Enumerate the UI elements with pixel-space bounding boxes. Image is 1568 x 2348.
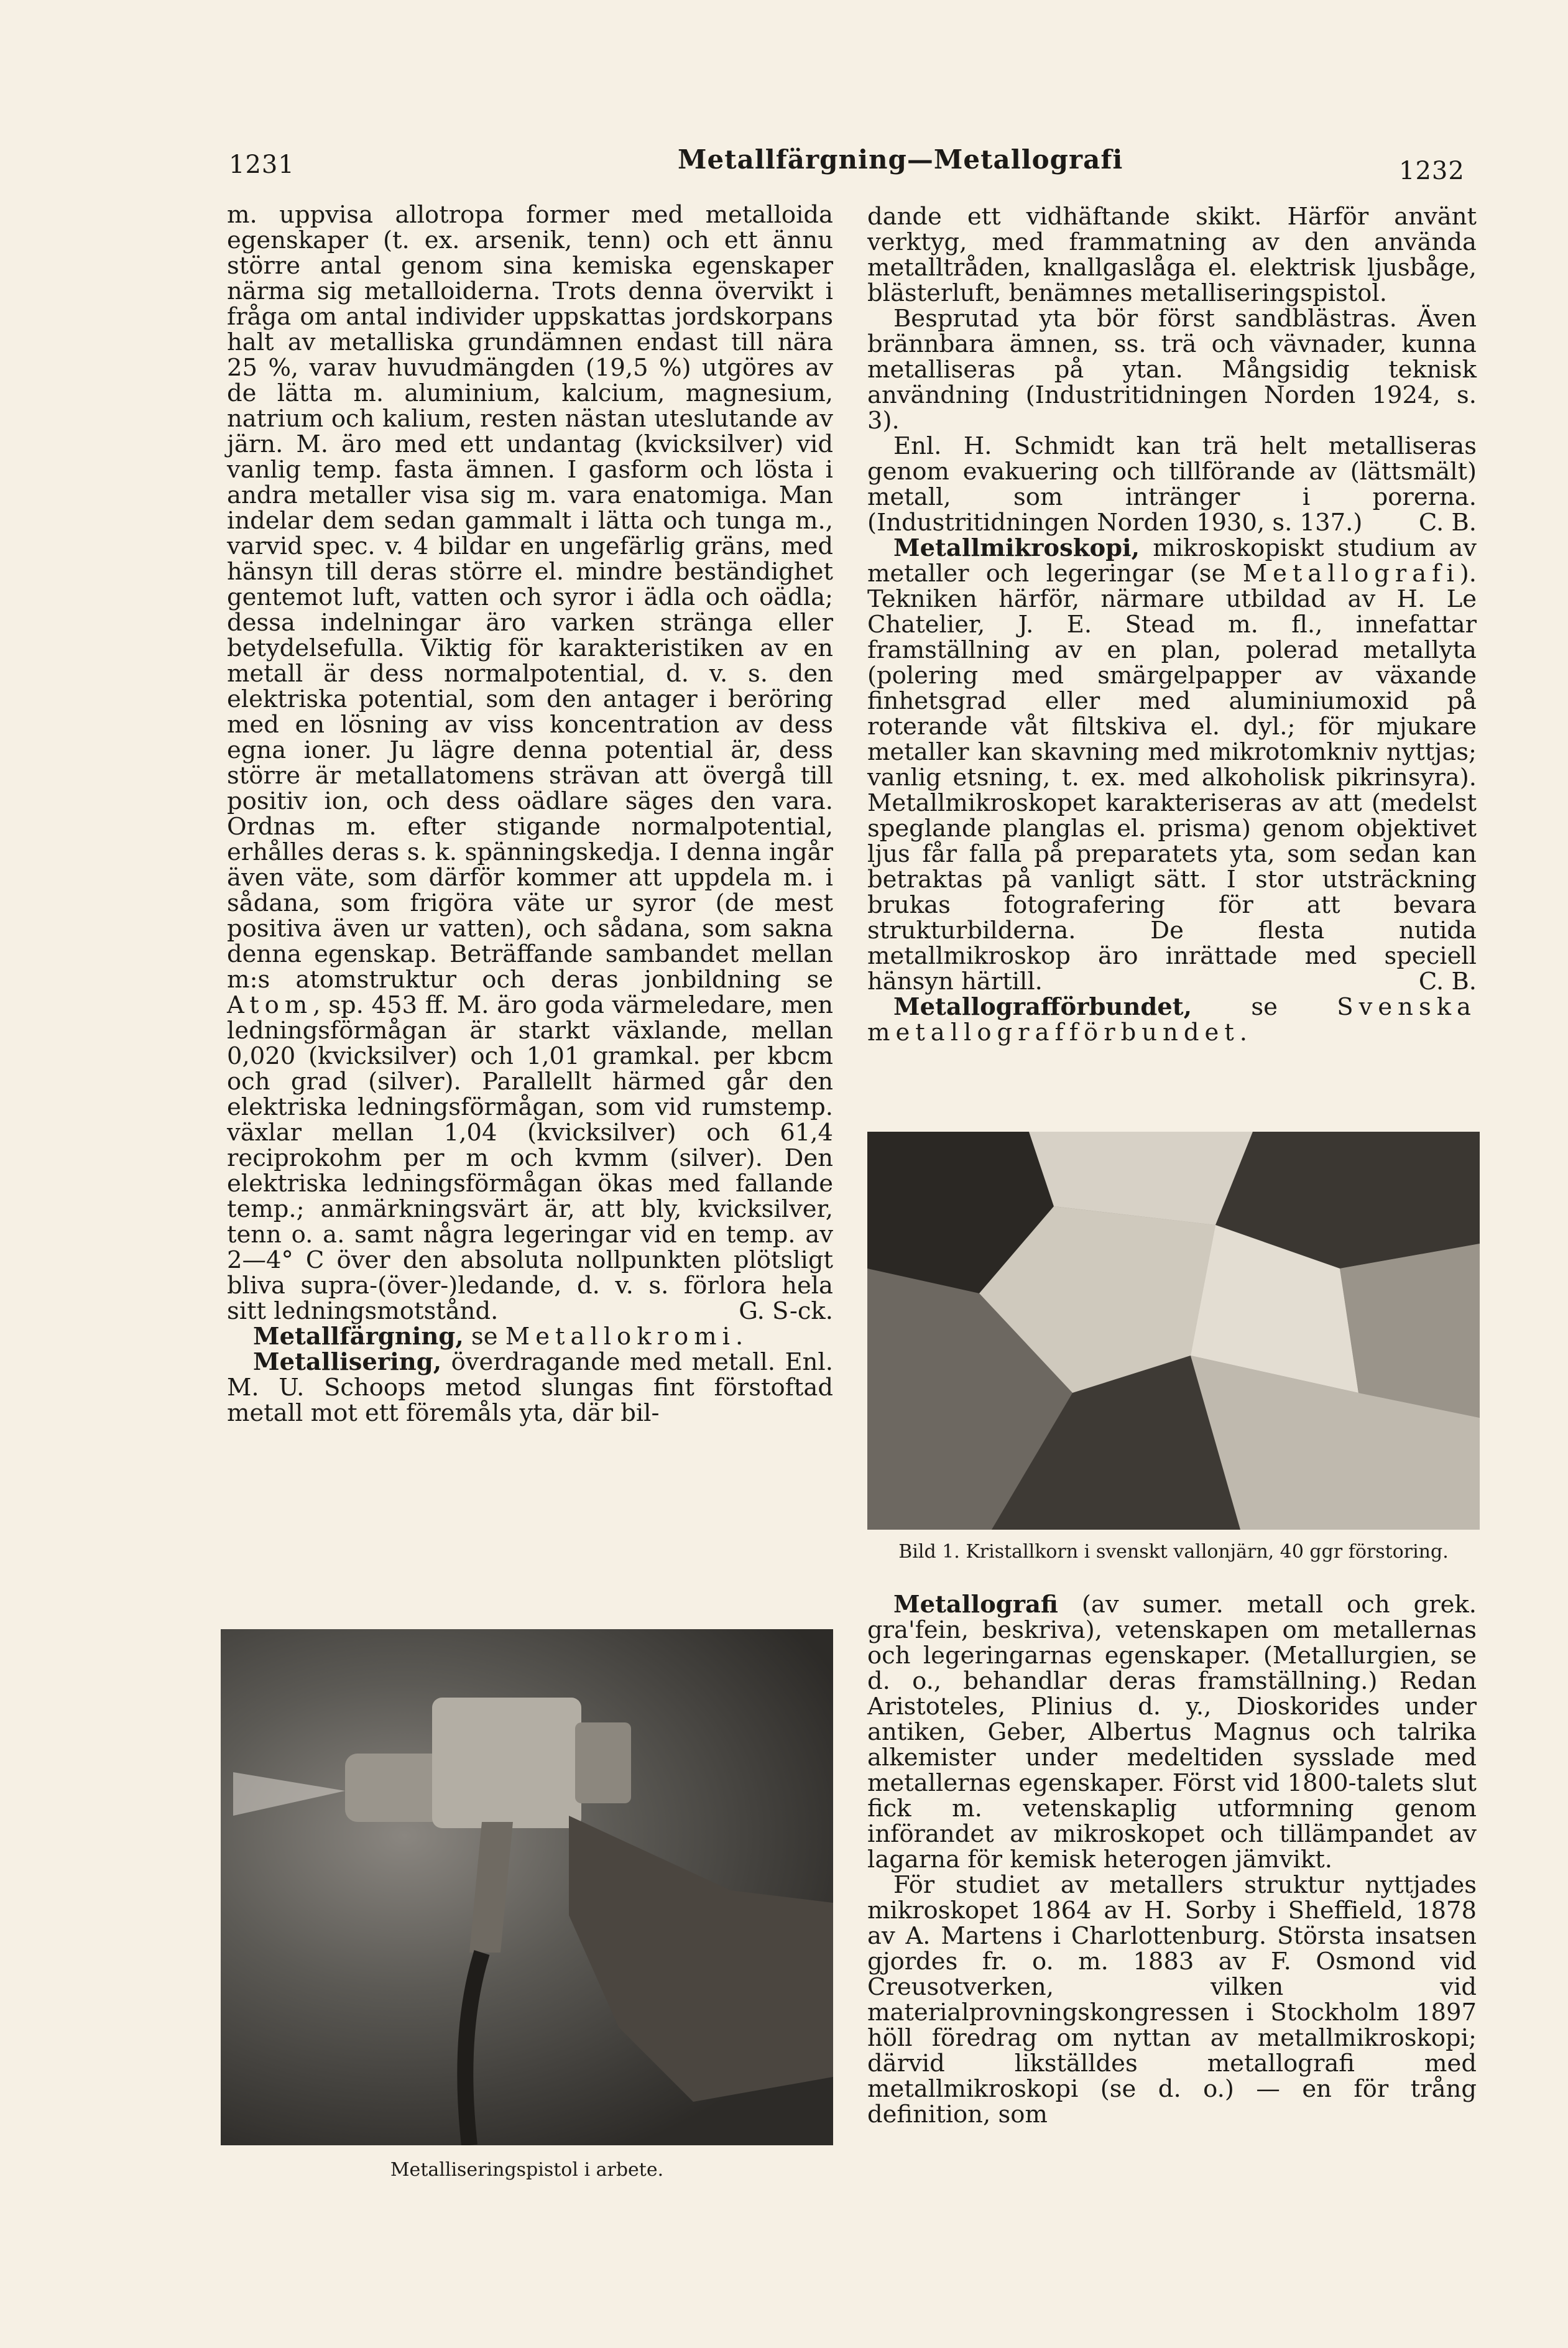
entry-text-cont: ). Tekniken härför, närmare utbildad av H. Le Chatelier, J. E. Stead m. fl., innefattar framställning av en plan, polerad metallyta (polering med smärgelpapper av växande finhetsgrad eller med aluminiumoxid på roterande våt filtskiva el. dyl.; för mjukare metaller kan skavning med mikrotomkniv nyttjas; vanlig etsning, t. ex. med alkoholisk pikrinsyra). Metallmikroskopet karakteriseras av att (medelst speglande planglas el. prisma) genom objektivet ljus får falla på preparatets yta, som sedan kan betraktas på vanligt sätt. I stor utsträckning brukas fotografering för att bevara strukturbilderna. De flesta nutida metallmikroskop äro inrättade med speciell hänsyn härtill.	[867, 560, 1477, 996]
right-column-lower	[867, 1592, 1477, 2127]
entry-term: Metallmikroskopi,	[893, 534, 1140, 562]
see-word: se	[471, 1323, 498, 1351]
entry-text: överdragande med metall. Enl. M. U. Schoops metod slungas fint förstoftad metall mot ett föremåls yta, där bil-	[227, 1348, 833, 1427]
entry-term: Metallfärgning,	[253, 1323, 464, 1351]
spray-gun-illustration	[221, 1629, 833, 2145]
entry-term: Metallisering,	[253, 1348, 442, 1376]
metallografi-p2: För studiet av metallers struktur nyttjades mikroskopet 1864 av H. Sorby i Sheffield, 1878 av A. Martens i Charlottenburg. Största insatsen gjordes fr. o. m. 1883 av F. Osmond vid Creusotverken, vilken vid materialprovningskongressen i Stockholm 1897 höll föredrag om nyttan av metallmikroskopi; därvid likställdes metallografi med metallmikroskopi (se d. o.) — en för trång definition, som	[867, 1871, 1477, 2128]
metallisering-p3	[867, 433, 1477, 535]
metallisering-cont: dande ett vidhäftande skikt. Härför använt verktyg, med frammatning av den använda metalltråden, knallgaslåga el. elektrisk ljusbåge, blästerluft, benämnes metalliseringspistol.	[867, 203, 1477, 307]
entry-term: Metallografi	[893, 1591, 1058, 1619]
metallisering-p2: Besprutad yta bör först sandblästras. Även brännbara ämnen, ss. trä och vävnader, kunna metalliseras på ytan. Mångsidig teknisk användning (Industritidningen Norden 1924, s. 3).	[867, 305, 1477, 435]
cross-reference: Metallografi	[1242, 560, 1460, 588]
cross-reference: Atom	[227, 991, 313, 1019]
crystal-grain-illustration	[867, 1132, 1480, 1530]
entry-metallografi	[867, 1592, 1477, 1872]
left-column	[227, 202, 833, 1426]
entry-metallografforbundet	[867, 994, 1477, 1045]
author-signature: C. B.	[1418, 509, 1477, 537]
cross-reference: Metallokromi.	[505, 1323, 749, 1351]
right-column	[867, 204, 1477, 1045]
spray-gun-photo	[221, 1629, 833, 2145]
cross-reference: Svenska metallografförbundet.	[867, 993, 1477, 1047]
entry-term: Metallografförbundet,	[893, 993, 1192, 1021]
micrograph-caption: Bild 1. Kristallkorn i svenskt vallonjärn, 40 ggr förstoring.	[898, 1541, 1449, 1563]
metallisering-p3-text: Enl. H. Schmidt kan trä helt metalliseras genom evakuering och tillförande av (lättsmält) metall, som intränger i porerna. (Industritidningen Norden 1930, s. 137.)	[867, 432, 1477, 537]
entry-metallfargning	[227, 1324, 833, 1349]
running-head: Metallfärgning—Metallografi	[678, 144, 1123, 175]
author-signature: G. S-ck.	[739, 1297, 833, 1325]
metall-text: m. uppvisa allotropa former med metalloida egenskaper (t. ex. arsenik, tenn) och ett ännu större antal genom sina kemiska egenskaper närma sig metalloiderna. Trots denna övervikt i fråga om antal individer uppskattas jordskorpans halt av metalliska grundämnen endast till nära 25 %, varav huvudmängden (19,5 %) utgöres av de lätta m. aluminium, kalcium, magnesium, natrium och kalium, resten nästan uteslutande av järn. M. äro med ett undantag (kvicksilver) vid vanlig temp. fasta ämnen. I gasform och lösta i andra metaller visa sig m. vara enatomiga. Man indelar dem sedan gammalt i lätta och tunga m., varvid spec. v. 4 bildar en ungefärlig gräns, med hänsyn till deras större el. mindre beständighet gentemot luft, vatten och syror i ädla och oädla; dessa indelningar äro varken stränga eller betydelsefulla. Viktig för karakteristiken av en metall är dess normalpotential, d. v. s. den elektriska potential, som den antager i beröring med en lösning av viss koncentration av dess egna ioner. Ju lägre denna potential är, dess större är metallatomens strävan att övergå till positiv ion, och dess oädlare säges den vara. Ordnas m. efter stigande normalpotential, erhålles deras s. k. spänningskedja. I denna ingår även väte, som därför kommer att uppdela m. i sådana, som frigöra väte ur syror (de mest positiva även ur vatten), och sådana, som sakna denna egenskap. Beträffande sambandet mellan m:s atomstruktur och deras jonbildning se	[227, 201, 833, 994]
entry-text: mikroskopiskt studium av metaller och legeringar (se	[867, 534, 1477, 588]
spray-photo-caption: Metalliseringspistol i arbete.	[390, 2159, 664, 2181]
entry-metallisering	[227, 1349, 833, 1426]
metall-article-end	[227, 202, 833, 1324]
page-number-right: 1232	[1399, 157, 1465, 185]
entry-metallmikroskopi	[867, 535, 1477, 994]
micrograph-photo	[867, 1132, 1480, 1530]
see-word: se	[1251, 993, 1278, 1021]
entry-text: (av sumer. metall och grek. gra'fein, beskriva), vetenskapen om metallernas och legeringarnas egenskaper. (Metallurgien, se d. o., behandlar deras framställning.) Redan Aristoteles, Plinius d. y., Dioskorides under antiken, Geber, Albertus Magnus och talrika alkemister under medeltiden sysslade med metallernas egenskaper. Först vid 1800-talets slut fick m. vetenskaplig utformning genom införandet av mikroskopet och tillämpandet av lagarna för kemisk heterogen jämvikt.	[867, 1591, 1477, 1874]
page-number-left: 1231	[229, 150, 295, 179]
metall-text-cont: , sp. 453 ff. M. äro goda värmeledare, men ledningsförmågan är starkt växlande, mellan 0,020 (kvicksilver) och 1,01 gramkal. per kbcm och grad (silver). Parallellt härmed går den elektriska ledningsförmågan, som vid rumstemp. växlar mellan 1,04 (kvicksilver) och 61,4 reciprokohm per m och kvmm (silver). Den elektriska ledningsförmågan ökas med fallande temp.; anmärkningsvärt är, att bly, kvicksilver, tenn o. a. samt några legeringar vid en temp. av 2—4° C över den absoluta nollpunkten plötsligt bliva supra-(över-)ledande, d. v. s. förlora hela sitt ledningsmotstånd.	[227, 991, 833, 1325]
author-signature: C. B.	[1418, 968, 1477, 996]
